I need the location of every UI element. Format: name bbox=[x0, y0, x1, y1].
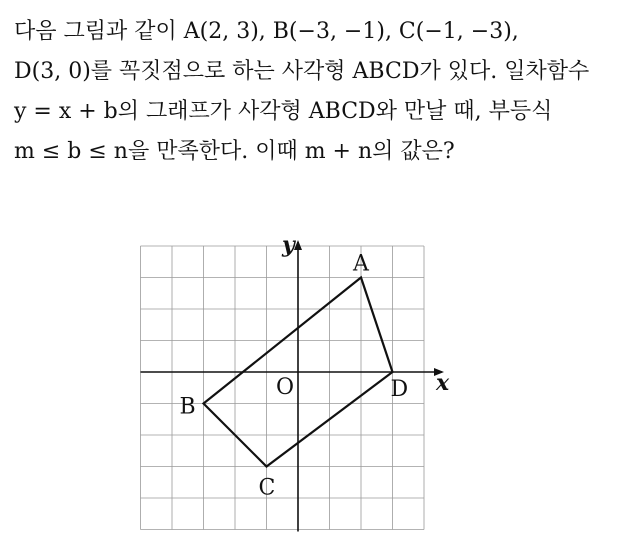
origin-label: O bbox=[276, 375, 295, 400]
vertex-label-d: D bbox=[390, 377, 409, 402]
y-axis-label: y bbox=[282, 232, 295, 258]
problem-line-3: y = x + b의 그래프가 사각형 ABCD와 만날 때, 부등식 bbox=[14, 99, 553, 124]
vertex-label-a: A bbox=[353, 251, 369, 277]
y-axis-arrow-icon bbox=[294, 240, 302, 250]
x-axis-label: x bbox=[436, 370, 450, 396]
problem-line-4: m ≤ b ≤ n을 만족한다. 이때 m + n의 값은? bbox=[14, 139, 455, 164]
vertex-label-c: C bbox=[258, 475, 276, 501]
problem-line-1: 다음 그림과 같이 A(2, 3), B(−3, −1), C(−1, −3), bbox=[14, 19, 519, 44]
problem-line-2: D(3, 0)를 꼭짓점으로 하는 사각형 ABCD가 있다. 일차함수 bbox=[14, 59, 590, 84]
vertex-label-b: B bbox=[179, 394, 196, 420]
